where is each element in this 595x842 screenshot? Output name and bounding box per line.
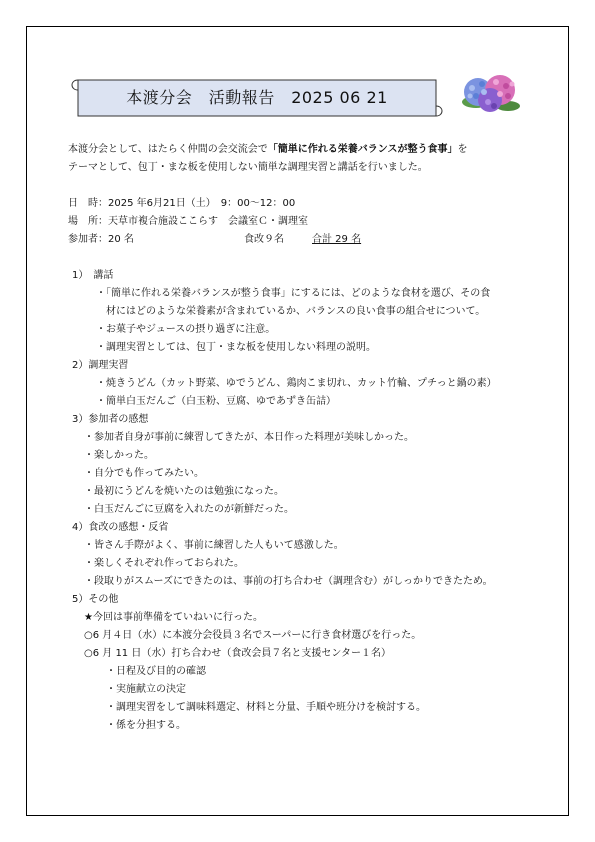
section-1-item-2: ・お菓子やジュースの摂り過ぎに注意。 (96, 324, 276, 335)
section-5-line-1: ★今回は事前準備をていねいに行った。 (84, 612, 263, 623)
intro-line-1 (68, 144, 468, 156)
section-5-sub-3: ・調理実習をして調味料選定、材料と分量、手順や班分けを検討する。 (106, 702, 426, 713)
place-row (68, 216, 308, 228)
section-5-sub-4: ・係を分担する。 (106, 720, 186, 731)
section-2-item-1: ・焼きうどん（カット野菜、ゆでうどん、鶏肉こま切れ、カット竹輪、プチっと鍋の素） (96, 378, 497, 389)
kaizen-count: 食改９名 (244, 234, 284, 245)
section-5-heading: 5）その他 (72, 594, 119, 605)
place-label: 場 所： (68, 216, 108, 227)
section-3-item-2: ・楽しかった。 (84, 450, 154, 461)
hydrangea-illustration-icon (456, 68, 526, 130)
section-3-item-4: ・最初にうどんを焼いたのは勉強になった。 (84, 486, 284, 497)
section-3-item-5: ・白玉だんごに豆腐を入れたのが新鮮だった。 (84, 504, 294, 515)
section-1-item-3: ・調理実習としては、包丁・まな板を使用しない料理の説明。 (96, 342, 376, 353)
date-label: 日 時： (68, 198, 108, 209)
section-5-line-2: ○6 月４日（水）に本渡分会役員３名でスーパーに行き食材選びを行った。 (84, 630, 422, 641)
date-row (68, 198, 295, 210)
attendees-value: 20 名 (108, 234, 134, 245)
attendees-row (68, 234, 134, 246)
section-5-sub-1: ・日程及び目的の確認 (106, 666, 206, 677)
section-5-line-3: ○6 月 11 日（水）打ち合わせ（食改会員７名と支援センター１名） (84, 648, 391, 659)
intro-text-pre: 本渡分会として、はたらく仲間の会交流会で (68, 144, 268, 155)
section-1-item-1a: ・「簡単に作れる栄養バランスが整う食事」にするには、どのような食材を選び、その食 (96, 288, 491, 299)
section-1-item-1b: 材にはどのような栄養素が含まれているか、バランスの良い食事の組合せについて。 (106, 306, 486, 317)
section-4-item-3: ・段取りがスムーズにできたのは、事前の打ち合わせ（調理含む）がしっかりできたため。 (84, 576, 493, 587)
section-3-item-3: ・自分でも作ってみたい。 (84, 468, 204, 479)
section-4-item-1: ・皆さん手際がよく、事前に練習した人もいて感激した。 (84, 540, 344, 551)
intro-line-2: テーマとして、包丁・まな板を使用しない簡単な調理実習と講話を行いました。 (68, 162, 428, 173)
section-2-heading: 2）調理実習 (72, 360, 129, 371)
intro-text-post: を (457, 144, 468, 155)
section-3-item-1: ・参加者自身が事前に練習してきたが、本日作った料理が美味しかった。 (84, 432, 414, 443)
attendees-label: 参加者： (68, 234, 108, 245)
total-count: 合計 29 名 (312, 234, 362, 245)
section-1-heading: 1） 講話 (72, 270, 114, 281)
date-value: 2025 年6月21日（土） 9：00～12：00 (108, 198, 296, 209)
section-3-heading: 3）参加者の感想 (72, 414, 149, 425)
place-value: 天草市複合施設ここらす 会議室Ｃ・調理室 (108, 216, 308, 227)
intro-theme: 「簡単に作れる栄養バランスが整う食事」 (267, 144, 458, 155)
section-4-heading: 4）食改の感想・反省 (72, 522, 169, 533)
page-title: 本渡分会 活動報告 2025 06 21 (126, 88, 388, 107)
section-2-item-2: ・簡単白玉だんご（白玉粉、豆腐、ゆであずき缶詰） (96, 396, 336, 407)
title-banner (70, 76, 444, 120)
section-5-sub-2: ・実施献立の決定 (106, 684, 186, 695)
section-4-item-2: ・楽しくそれぞれ作っておられた。 (84, 558, 244, 569)
